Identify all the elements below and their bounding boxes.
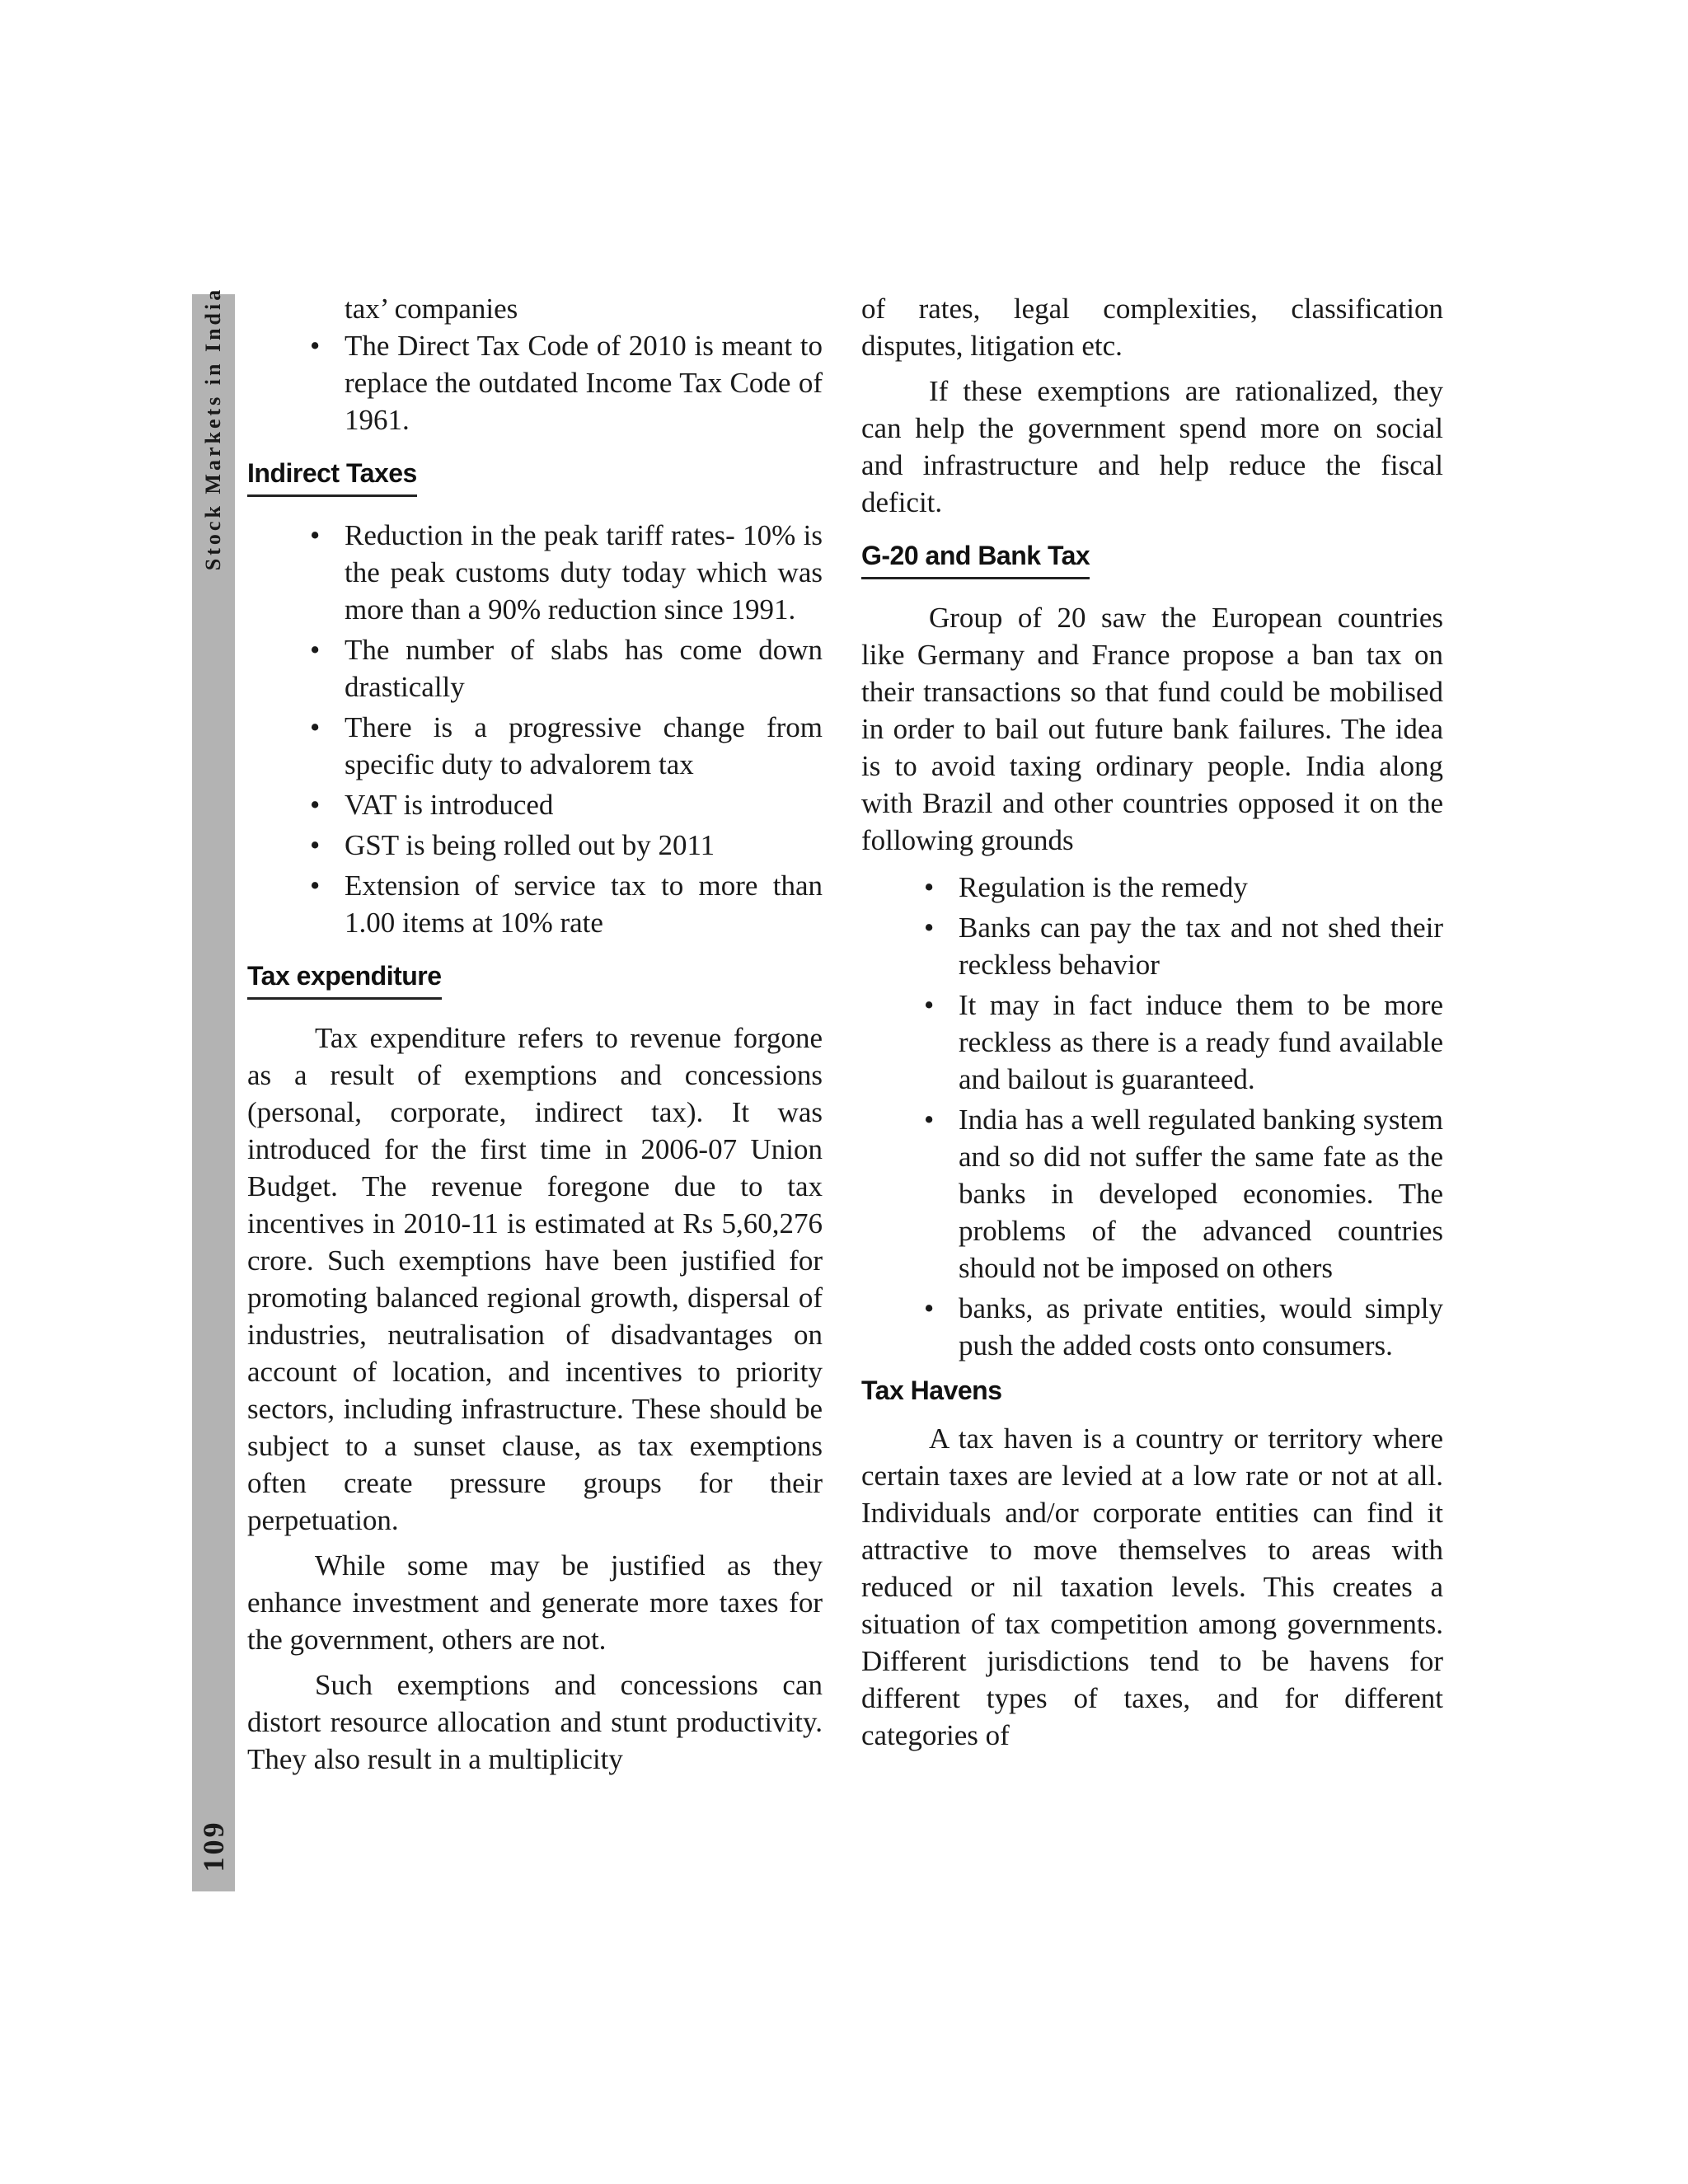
paragraph: Such exemptions and concessions can distort resource allocation and stunt productivity. They also result in a multiplicity	[247, 1669, 823, 1775]
g20-grounds-list	[861, 869, 1443, 1364]
heading-text: G-20 and Bank Tax	[861, 539, 1090, 579]
list-item: • India has a well regulated banking system and so did not suffer the same fate as the banks in developed economies. The problems of the advanced countries should not be imposed on others	[959, 1101, 1443, 1286]
list-item: • There is a progressive change from specific duty to advalorem tax	[345, 709, 823, 783]
list-item: • The number of slabs has come down drastically	[345, 631, 823, 705]
paragraph: A tax haven is a country or territory where certain taxes are levied at a low rate or not at all. Individuals and/or corporate entities can find it attractive to move themselves to areas with reduced or nil taxation levels. This creates a situation of tax competition among governments. Different jurisdictions tend to be havens for different types of taxes, and for different categories of	[861, 1422, 1443, 1751]
running-title: Stock Markets in India	[201, 286, 225, 571]
heading-tax-havens: Tax Havens	[861, 1376, 1002, 1405]
heading-text: Tax expenditure	[247, 959, 442, 1000]
list-item: • The Direct Tax Code of 2010 is meant to replace the outdated Income Tax Code of 1961.	[345, 327, 823, 438]
list-item: • GST is being rolled out by 2011	[345, 827, 823, 864]
heading-g20-bank-tax	[861, 539, 1443, 579]
paragraph: of rates, legal complexities, classification disputes, litigation etc.	[861, 293, 1443, 362]
list-item: • It may in fact induce them to be more reckless as there is a ready fund available and bailout is guaranteed.	[959, 987, 1443, 1098]
right-column	[861, 290, 1443, 1762]
paragraph: If these exemptions are rationalized, they can help the government spend more on social and infrastructure and help reduce the fiscal deficit.	[861, 375, 1443, 518]
indirect-taxes-list	[247, 517, 823, 941]
list-item: • VAT is introduced	[345, 786, 823, 823]
heading-tax-expenditure	[247, 959, 823, 1000]
paragraph: While some may be justified as they enhance investment and generate more taxes for the government, others are not.	[247, 1549, 823, 1656]
heading-indirect-taxes	[247, 457, 823, 497]
list-item: • Regulation is the remedy	[959, 869, 1443, 906]
list-item: • Extension of service tax to more than 1.00 items at 10% rate	[345, 867, 823, 941]
list-item: • Reduction in the peak tariff rates- 10% is the peak customs duty today which was more than a 90% reduction since 1991.	[345, 517, 823, 628]
heading-text: Indirect Taxes	[247, 457, 417, 497]
continued-line: tax’ companies	[345, 293, 518, 325]
paragraph: Group of 20 saw the European countries like Germany and France propose a ban tax on their transactions so that fund could be mobilised in order to bail out future bank failures. The idea is to avoid taxing ordinary people. India along with Brazil and other countries opposed it on the following grounds	[861, 602, 1443, 856]
list-item: • Banks can pay the tax and not shed their reckless behavior	[959, 909, 1443, 983]
direct-tax-list	[247, 327, 823, 438]
list-item: • banks, as private entities, would simply push the added costs onto consumers.	[959, 1290, 1443, 1364]
left-column	[247, 290, 823, 1786]
paragraph: Tax expenditure refers to revenue forgone as a result of exemptions and concessions (personal, corporate, indirect tax). It was introduced for the first time in 2006-07 Union Budget. The revenue foregone due to tax incentives in 2010-11 is estimated at Rs 5,60,276 crore. Such exemptions have been justified for promoting balanced regional growth, dispersal of industries, neutralisation of disadvantages on account of location, and incentives to priority sectors, including infrastructure. These should be subject to a sunset clause, as tax exemptions often create pressure groups for their perpetuation.	[247, 1022, 823, 1536]
page-number: 109	[197, 1820, 230, 1872]
